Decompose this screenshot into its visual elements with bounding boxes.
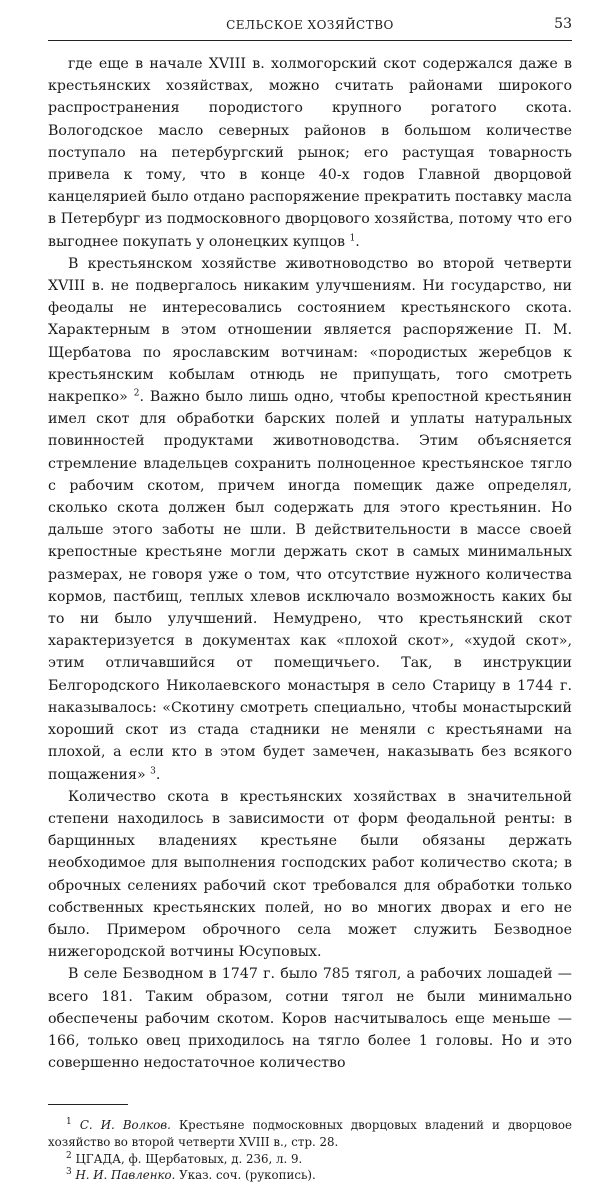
footnote-marker: 3 xyxy=(66,1167,72,1178)
footnote-ref: 3 xyxy=(150,765,156,776)
body-text xyxy=(48,53,572,1074)
footnote: $^2$ ЦГАДА, ф. Щербатовых, д. 236, л. 9. xyxy=(66,1150,303,1166)
footnote-ref: 1 xyxy=(349,232,356,243)
footnote-marker: 1 xyxy=(66,1117,72,1128)
paragraph: где еще в начале XVIII в. холмогорский скот содержался даже в крестьянских хозяйствах, можно считать районами широкого распространения породистого крупного рогатого скота. Вологодское масло северных районов в большом количестве поступало на петербургский рынок; его растущая товарность привела к тому, что в конце 40-х годов Главной дворцовой канцелярией было отдано распоряжение прекратить поставку масла в Петербург из подмосковного дворцового хозяйства, потому что его выгоднее покупать у олонецких купцов $^1$. xyxy=(48,56,572,250)
footnote-author: С. И. Волков. xyxy=(79,1118,171,1133)
footnotes xyxy=(48,1117,572,1183)
footnote-marker: 2 xyxy=(66,1150,72,1161)
paragraph: В крестьянском хозяйстве животноводство во второй четверти XVIII в. не подвергалось никаким улучшениям. Ни государство, ни феодалы не интересовались состоянием крестьянского скота. Характерным в этом отношении является распоряжение П. М. Щербатова по ярославским вотчинам: «породистых жеребцов к крестьянским кобылам отнюдь не припущать, того смотреть накрепко» $^2$. Важно было лишь одно, чтобы крепостной крестьянин имел скот для обработки барских полей и уплаты натуральных повинностей продуктами животноводства. Этим объясняется стремление владельцев сохранить полноценное крестьянское тягло с рабочим скотом, причем иногда помещик даже определял, сколько скота должен был содержать для этого крестьянин. Но дальше этого заботы не шли. В действительности в массе своей крепостные крестьяне могли держать скот в самых минимальных размерах, не говоря уже о том, что отсутствие нужного количества кормов, пастбищ, теплых хлевов исключало возможность каких бы то ни было улучшений. Немудрено, что крестьянский скот характеризуется в документах как «плохой скот», «худой скот», этим отличавшийся от помещичьего. Так, в инструкции Белгородского Николаевского монастыря в село Старицу в 1744 г. наказывалось: «Скотину смотреть специально, чтобы монастырский хороший скот из стада стадники не меняли с крестьянами на плохой, а если кто в этом будет замечен, наказывать без всякого пощажения» $^3$. xyxy=(48,255,572,783)
footnote-rule xyxy=(48,1104,128,1105)
running-title: СЕЛЬСКОЕ ХОЗЯЙСТВО xyxy=(226,18,394,32)
paragraph: В селе Безводном в 1747 г. было 785 тягол, а рабочих лошадей — всего 181. Таким образом, сотни тягол не были минимально обеспечены рабочим скотом. Коров насчитывалось еще меньше — 166, только овец приходилось на тягло более 1 головы. Но и это совершенно недостаточное количество xyxy=(48,966,572,1072)
footnote: $^3$ Н. И. Павленко. Указ. соч. (рукопись). xyxy=(66,1167,316,1183)
footnote-author: Н. И. Павленко. xyxy=(75,1168,176,1183)
page-number: 53 xyxy=(554,16,572,32)
footnote: $^1$ С. И. Волков. Крестьяне подмосковных дворцовых владений и дворцовое хозяйство во второй четверти XVIII в., стр. 28. xyxy=(48,1117,572,1149)
header-rule xyxy=(48,40,572,41)
running-head xyxy=(48,14,572,36)
footnote-ref: 2 xyxy=(133,388,140,399)
paragraph: Количество скота в крестьянских хозяйствах в значительной степени находилось в зависимости от форм феодальной ренты: в барщинных владениях крестьяне были обязаны держать необходимое для выполнения господских работ количество скота; в оброчных селениях рабочий скот требовался для обработки только собственных крестьянских полей, но во многих дворах и его не было. Примером оброчного села может служить Безводное нижегородской вотчины Юсуповых. xyxy=(48,788,572,961)
